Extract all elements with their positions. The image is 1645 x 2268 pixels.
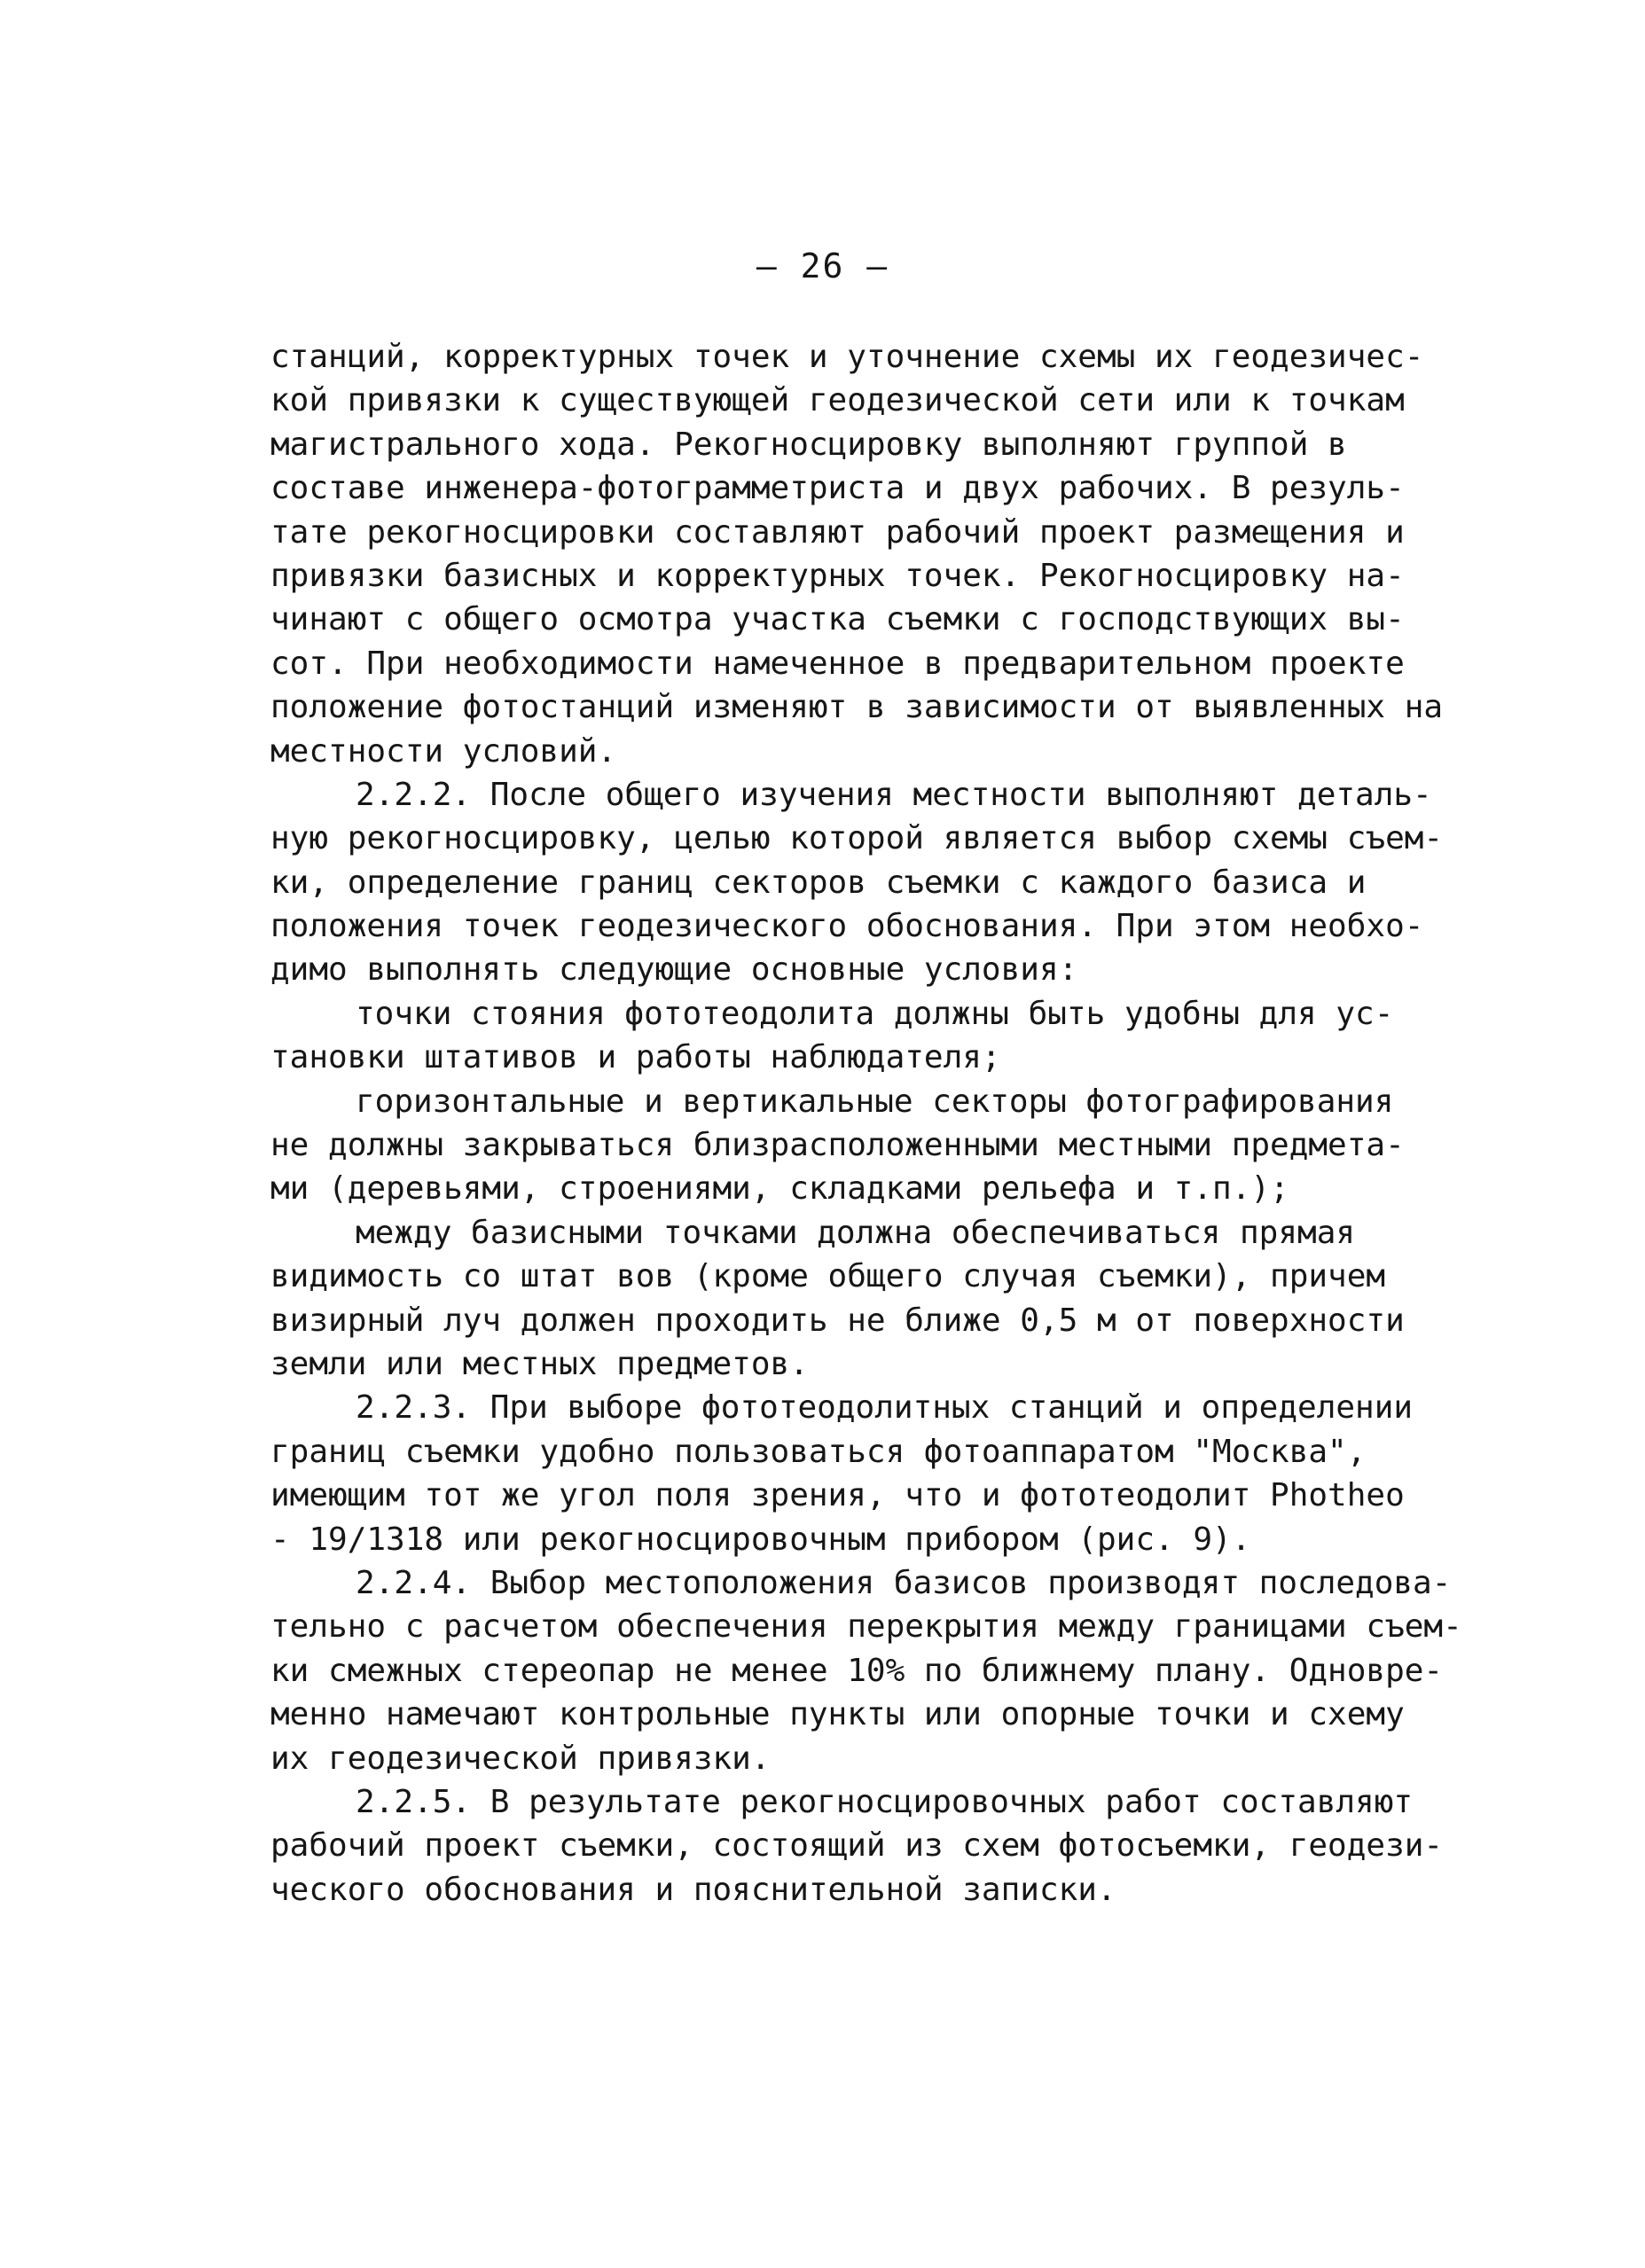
text-line: чинают с общего осмотра участка съемки с господствующих вы- xyxy=(270,601,1405,638)
text-line: положения точек геодезического обоснования. При этом необхо- xyxy=(270,908,1424,945)
text-line: ми (деревьями, строениями, складками рельефа и т.п.); xyxy=(270,1170,1289,1208)
list-item-start-line: точки стояния фототеодолита должны быть удобны для ус- xyxy=(356,995,1394,1032)
text-line: составе инженера-фотограмметриста и двух рабочих. В резуль- xyxy=(270,470,1405,507)
text-line: димо выполнять следующие основные условия: xyxy=(270,951,1078,989)
text-line: рабочий проект съемки, состоящий из схем фотосъемки, геодези- xyxy=(270,1827,1444,1865)
text-line: ческого обоснования и пояснительной записки. xyxy=(270,1871,1116,1908)
text-line: положение фотостанций изменяют в зависимости от выявленных на xyxy=(270,689,1444,726)
text-line: ки смежных стереопар не менее 10% по ближнему плану. Одновре- xyxy=(270,1652,1444,1689)
page-number: – 26 – xyxy=(756,246,889,285)
text-line: границ съемки удобно пользоваться фотоаппаратом "Москва", xyxy=(270,1433,1367,1470)
text-line: тановки штативов и работы наблюдателя; xyxy=(270,1039,1001,1076)
list-item-start-line: горизонтальные и вертикальные секторы фотографирования xyxy=(356,1083,1394,1120)
text-line: видимость со штат вов (кроме общего случая съемки), причем xyxy=(270,1258,1386,1295)
paragraph-start-line: 2.2.4. Выбор местоположения базисов производят последова- xyxy=(356,1564,1452,1601)
text-line: кой привязки к существующей геодезической сети или к точкам xyxy=(270,382,1405,419)
text-line: визирный луч должен проходить не ближе 0,5 м от поверхности xyxy=(270,1302,1405,1339)
text-line: их геодезической привязки. xyxy=(270,1740,771,1777)
text-line: местности условий. xyxy=(270,732,617,770)
list-item-start-line: между базисными точками должна обеспечиваться прямая xyxy=(356,1214,1356,1251)
text-line: привязки базисных и корректурных точек. Рекогносцировку на- xyxy=(270,557,1405,594)
text-line: менно намечают контрольные пункты или опорные точки и схему xyxy=(270,1696,1405,1733)
text-line: тельно с расчетом обеспечения перекрытия между границами съем- xyxy=(270,1608,1462,1646)
body-text xyxy=(270,335,1462,1912)
text-line: ки, определение границ секторов съемки с каждого базиса и xyxy=(270,864,1367,901)
text-line: имеющим тот же угол поля зрения, что и фототеодолит Photheo xyxy=(270,1477,1405,1514)
text-line: - 19/1318 или рекогносцировочным прибором (рис. 9). xyxy=(270,1521,1251,1558)
text-line: не должны закрываться близрасположенными местными предмета- xyxy=(270,1127,1405,1164)
text-line: сот. При необходимости намеченное в предварительном проекте xyxy=(270,645,1405,682)
text-line: магистрального хода. Рекогносцировку выполняют группой в xyxy=(270,426,1347,463)
text-line: земли или местных предметов. xyxy=(270,1345,809,1382)
paragraph-start-line: 2.2.5. В результате рекогносцировочных работ составляют xyxy=(356,1783,1414,1820)
paragraph-start-line: 2.2.2. После общего изучения местности выполняют деталь- xyxy=(356,776,1432,813)
text-line: станций, корректурных точек и уточнение схемы их геодезичес- xyxy=(270,339,1424,375)
text-line: ную рекогносцировку, целью которой является выбор схемы съем- xyxy=(270,820,1444,857)
paragraph-start-line: 2.2.3. При выборе фототеодолитных станций и определении xyxy=(356,1389,1414,1427)
text-line: тате рекогносцировки составляют рабочий проект размещения и xyxy=(270,513,1405,551)
